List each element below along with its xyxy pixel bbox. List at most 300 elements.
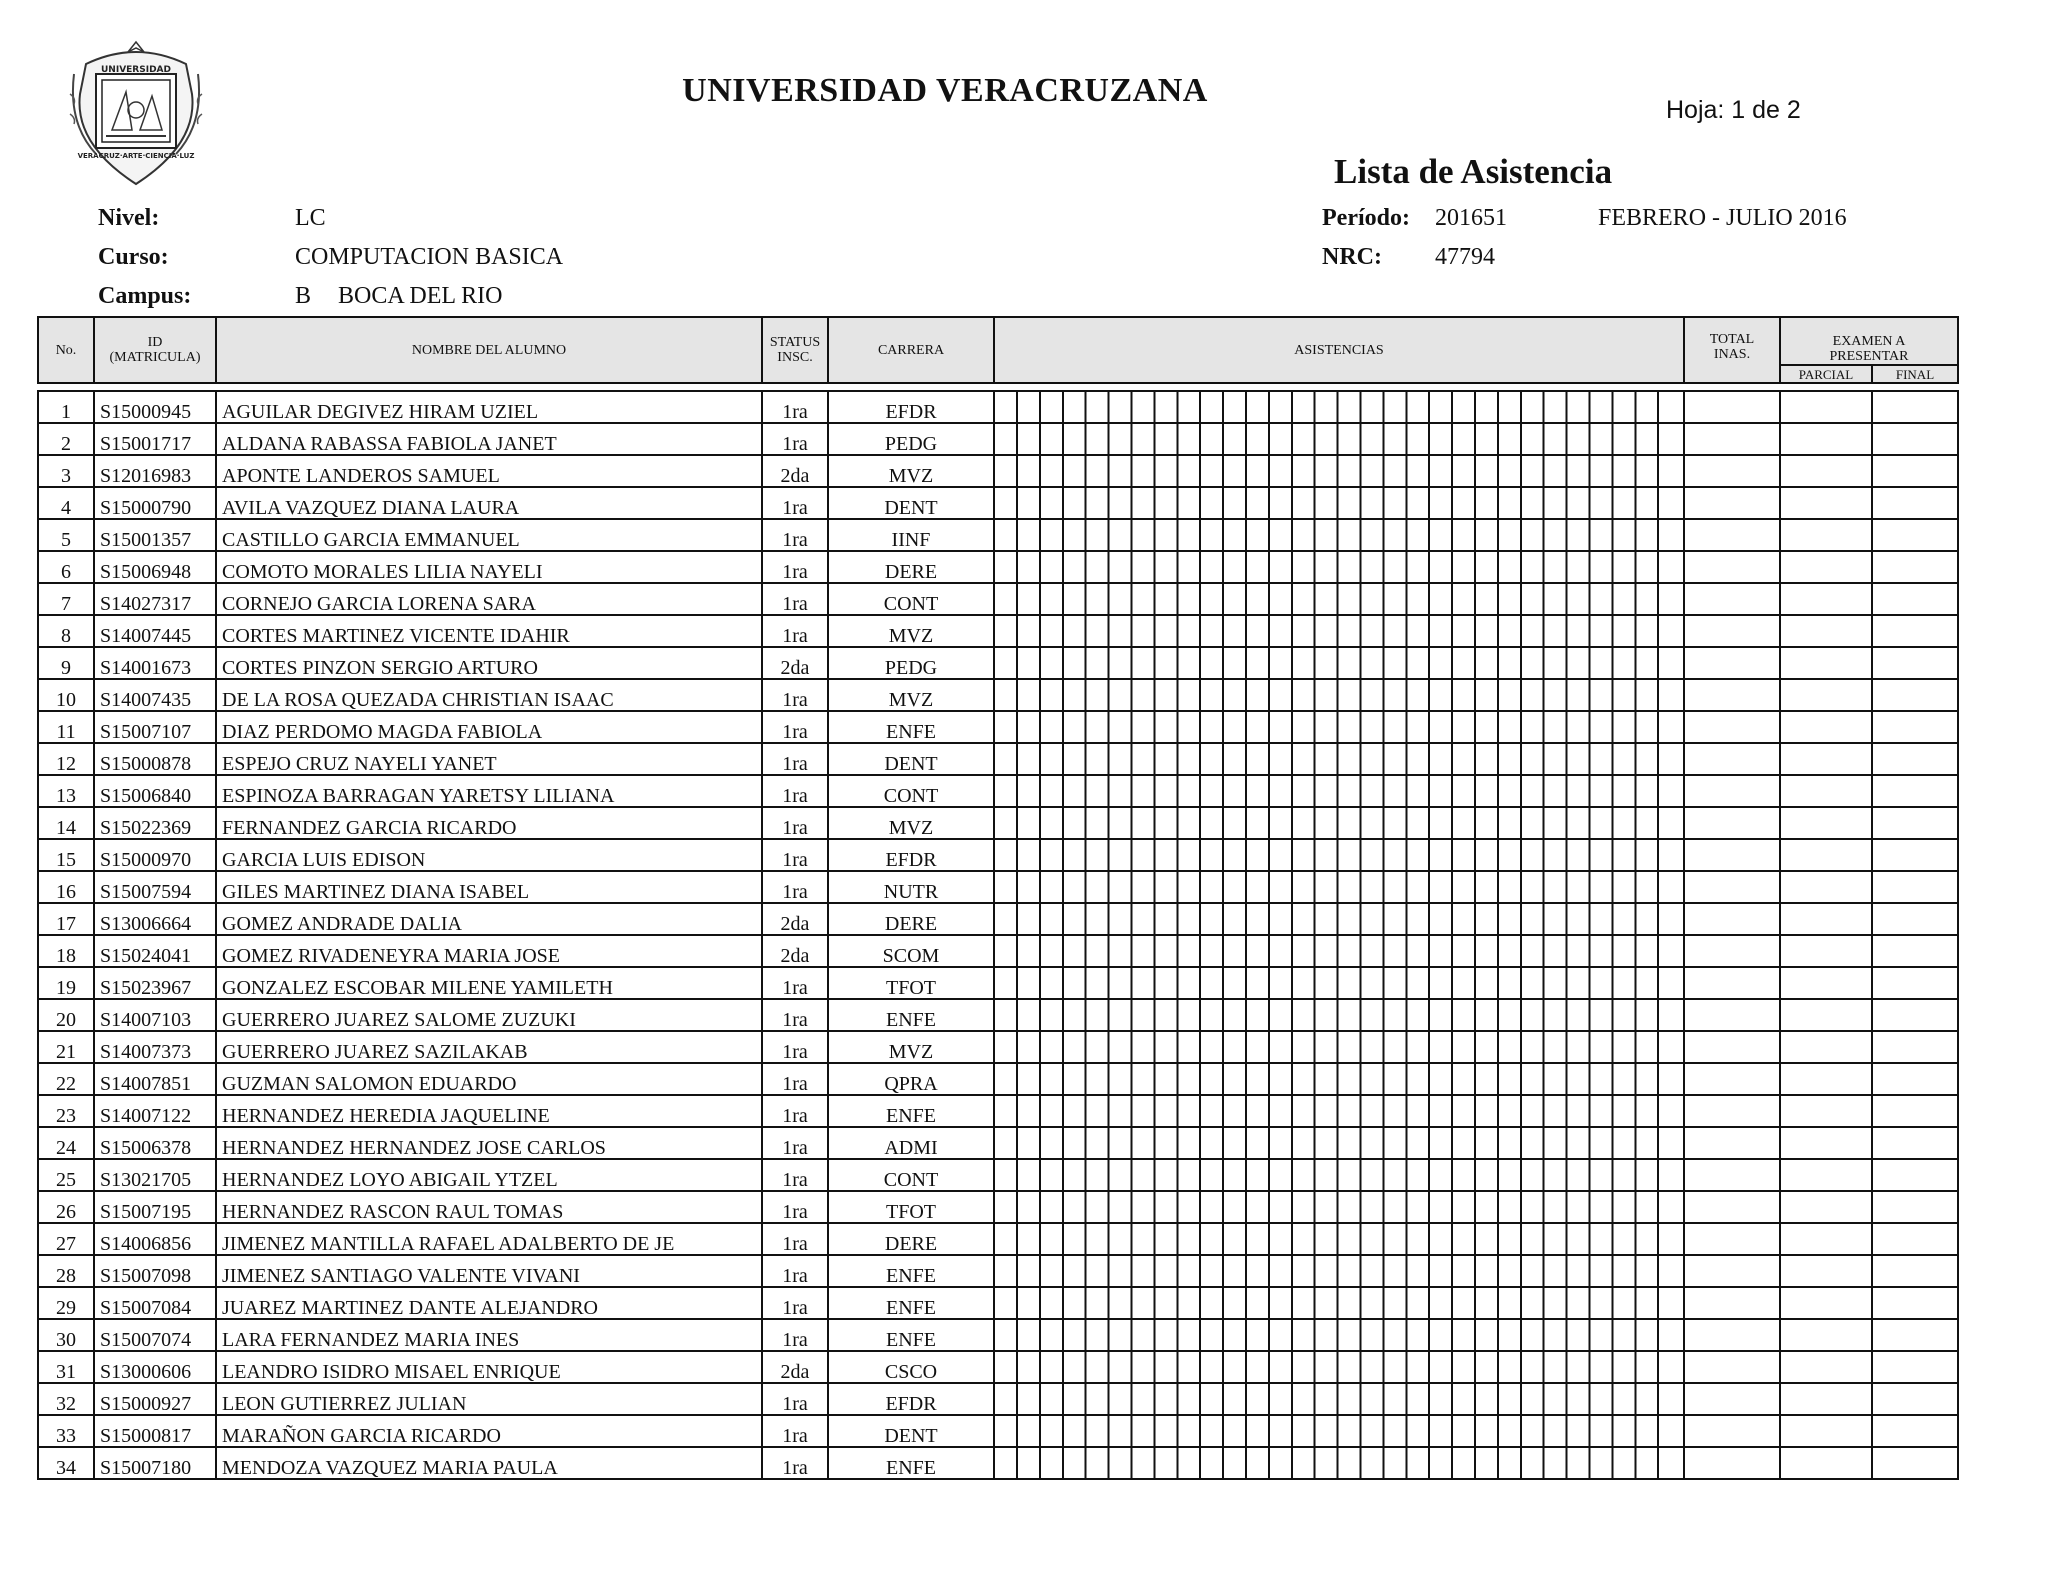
table-row (38, 487, 1958, 519)
student-status: 1ra (762, 711, 828, 743)
student-id: S15007107 (94, 711, 216, 743)
table-row (38, 1415, 1958, 1447)
student-name: LEON GUTIERREZ JULIAN (216, 1383, 762, 1415)
table-row (38, 743, 1958, 775)
student-carrera: DERE (828, 1223, 994, 1255)
student-status: 1ra (762, 1031, 828, 1063)
student-carrera: QPRA (828, 1063, 994, 1095)
final-exam (1872, 711, 1958, 743)
final-exam (1872, 871, 1958, 903)
student-number: 30 (38, 1319, 94, 1351)
parcial-exam (1780, 583, 1872, 615)
student-number: 5 (38, 519, 94, 551)
student-id: S14007373 (94, 1031, 216, 1063)
final-exam (1872, 583, 1958, 615)
student-number: 1 (38, 391, 94, 423)
student-number: 9 (38, 647, 94, 679)
total-inasistencias (1684, 743, 1780, 775)
table-row (38, 871, 1958, 903)
table-row (38, 1319, 1958, 1351)
student-number: 10 (38, 679, 94, 711)
attendance-grid (994, 839, 1684, 871)
table-row (38, 551, 1958, 583)
total-inasistencias (1684, 391, 1780, 423)
student-id: S13000606 (94, 1351, 216, 1383)
col-examen-header-line1: EXAMEN A (1832, 334, 1906, 349)
attendance-grid (994, 551, 1684, 583)
student-id: S14007851 (94, 1063, 216, 1095)
student-number: 3 (38, 455, 94, 487)
campus-code: B (295, 283, 312, 309)
parcial-exam (1780, 711, 1872, 743)
student-name: LARA FERNANDEZ MARIA INES (216, 1319, 762, 1351)
table-row (38, 679, 1958, 711)
parcial-exam (1780, 935, 1872, 967)
student-id: S14006856 (94, 1223, 216, 1255)
table-row (38, 455, 1958, 487)
total-inasistencias (1684, 935, 1780, 967)
final-exam (1872, 615, 1958, 647)
table-row (38, 807, 1958, 839)
attendance-grid (994, 455, 1684, 487)
student-name: ESPINOZA BARRAGAN YARETSY LILIANA (216, 775, 762, 807)
student-number: 24 (38, 1127, 94, 1159)
final-exam (1872, 1223, 1958, 1255)
student-id: S15007074 (94, 1319, 216, 1351)
table-row (38, 1383, 1958, 1415)
parcial-exam (1780, 1287, 1872, 1319)
student-name: GOMEZ RIVADENEYRA MARIA JOSE (216, 935, 762, 967)
student-carrera: ENFE (828, 1095, 994, 1127)
student-name: GUZMAN SALOMON EDUARDO (216, 1063, 762, 1095)
final-exam (1872, 679, 1958, 711)
parcial-exam (1780, 1223, 1872, 1255)
student-status: 1ra (762, 1255, 828, 1287)
student-carrera: ADMI (828, 1127, 994, 1159)
student-carrera: ENFE (828, 1287, 994, 1319)
attendance-grid (994, 935, 1684, 967)
student-status: 1ra (762, 487, 828, 519)
student-id: S15007195 (94, 1191, 216, 1223)
parcial-exam (1780, 743, 1872, 775)
attendance-grid (994, 1319, 1684, 1351)
student-status: 2da (762, 647, 828, 679)
table-row (38, 999, 1958, 1031)
student-number: 17 (38, 903, 94, 935)
university-name: UNIVERSIDAD VERACRUZANA (682, 72, 1208, 109)
student-carrera: ENFE (828, 711, 994, 743)
student-id: S15022369 (94, 807, 216, 839)
student-carrera: EFDR (828, 839, 994, 871)
student-id: S14007122 (94, 1095, 216, 1127)
parcial-exam (1780, 999, 1872, 1031)
student-carrera: NUTR (828, 871, 994, 903)
student-name: HERNANDEZ LOYO ABIGAIL YTZEL (216, 1159, 762, 1191)
student-status: 1ra (762, 1447, 828, 1479)
student-carrera: MVZ (828, 455, 994, 487)
student-status: 1ra (762, 999, 828, 1031)
student-name: JUAREZ MARTINEZ DANTE ALEJANDRO (216, 1287, 762, 1319)
col-id-header-line1: ID (147, 335, 163, 350)
student-number: 6 (38, 551, 94, 583)
parcial-exam (1780, 775, 1872, 807)
parcial-exam (1780, 487, 1872, 519)
attendance-grid (994, 583, 1684, 615)
total-inasistencias (1684, 487, 1780, 519)
final-exam (1872, 839, 1958, 871)
header-separator (38, 383, 1958, 391)
nrc-value: 47794 (1435, 244, 1495, 270)
student-id: S15024041 (94, 935, 216, 967)
student-status: 1ra (762, 1223, 828, 1255)
student-id: S15000970 (94, 839, 216, 871)
student-status: 2da (762, 1351, 828, 1383)
student-carrera: MVZ (828, 615, 994, 647)
student-status: 1ra (762, 1319, 828, 1351)
student-id: S15001717 (94, 423, 216, 455)
student-id: S15000945 (94, 391, 216, 423)
final-exam (1872, 903, 1958, 935)
col-status-header (762, 317, 828, 383)
student-status: 1ra (762, 1159, 828, 1191)
student-number: 7 (38, 583, 94, 615)
total-inasistencias (1684, 615, 1780, 647)
attendance-grid (994, 615, 1684, 647)
student-carrera: EFDR (828, 1383, 994, 1415)
final-exam (1872, 391, 1958, 423)
total-inasistencias (1684, 1351, 1780, 1383)
attendance-grid (994, 871, 1684, 903)
final-exam (1872, 519, 1958, 551)
student-id: S15000878 (94, 743, 216, 775)
attendance-grid (994, 999, 1684, 1031)
student-id: S13006664 (94, 903, 216, 935)
col-status-header-line1: STATUS (769, 335, 821, 350)
student-number: 23 (38, 1095, 94, 1127)
student-number: 34 (38, 1447, 94, 1479)
attendance-grid (994, 1447, 1684, 1479)
total-inasistencias (1684, 711, 1780, 743)
final-exam (1872, 1191, 1958, 1223)
final-exam (1872, 1063, 1958, 1095)
student-carrera: PEDG (828, 423, 994, 455)
table-row (38, 1095, 1958, 1127)
col-final-header: FINAL (1872, 365, 1958, 383)
student-status: 1ra (762, 551, 828, 583)
attendance-grid (994, 1287, 1684, 1319)
attendance-grid (994, 487, 1684, 519)
table-row (38, 519, 1958, 551)
periodo-value: 201651 (1435, 205, 1507, 231)
parcial-exam (1780, 903, 1872, 935)
student-id: S15007594 (94, 871, 216, 903)
document-title: Lista de Asistencia (1334, 152, 1613, 191)
student-number: 26 (38, 1191, 94, 1223)
student-id: S15006378 (94, 1127, 216, 1159)
final-exam (1872, 423, 1958, 455)
attendance-grid (994, 1255, 1684, 1287)
student-status: 2da (762, 935, 828, 967)
total-inasistencias (1684, 423, 1780, 455)
student-carrera: ENFE (828, 1319, 994, 1351)
student-name: GARCIA LUIS EDISON (216, 839, 762, 871)
student-status: 1ra (762, 391, 828, 423)
parcial-exam (1780, 1031, 1872, 1063)
parcial-exam (1780, 1319, 1872, 1351)
table-row (38, 839, 1958, 871)
final-exam (1872, 1095, 1958, 1127)
col-id-header (94, 317, 216, 383)
col-carrera-header: CARRERA (828, 317, 994, 383)
student-number: 12 (38, 743, 94, 775)
attendance-grid (994, 1031, 1684, 1063)
student-status: 1ra (762, 583, 828, 615)
final-exam (1872, 1415, 1958, 1447)
attendance-grid (994, 1127, 1684, 1159)
campus-name: BOCA DEL RIO (338, 283, 503, 309)
svg-text:VERACRUZ·ARTE·CIENCIA·LUZ: VERACRUZ·ARTE·CIENCIA·LUZ (77, 152, 195, 160)
student-number: 2 (38, 423, 94, 455)
col-examen-header (1780, 317, 1958, 365)
student-status: 1ra (762, 1095, 828, 1127)
total-inasistencias (1684, 839, 1780, 871)
total-inasistencias (1684, 1319, 1780, 1351)
parcial-exam (1780, 391, 1872, 423)
student-id: S15000927 (94, 1383, 216, 1415)
student-number: 18 (38, 935, 94, 967)
final-exam (1872, 775, 1958, 807)
col-examen-header-line2: PRESENTAR (1829, 349, 1909, 364)
col-total-header (1684, 317, 1780, 383)
attendance-grid (994, 775, 1684, 807)
col-nombre-header: NOMBRE DEL ALUMNO (216, 317, 762, 383)
university-seal-logo (66, 34, 206, 194)
table-row (38, 423, 1958, 455)
table-row (38, 1031, 1958, 1063)
student-name: GUERRERO JUAREZ SAZILAKAB (216, 1031, 762, 1063)
total-inasistencias (1684, 551, 1780, 583)
parcial-exam (1780, 1255, 1872, 1287)
student-carrera: ENFE (828, 1255, 994, 1287)
table-row (38, 903, 1958, 935)
student-number: 14 (38, 807, 94, 839)
student-status: 1ra (762, 839, 828, 871)
table-row (38, 1223, 1958, 1255)
col-asistencias-header: ASISTENCIAS (994, 317, 1684, 383)
student-name: AVILA VAZQUEZ DIANA LAURA (216, 487, 762, 519)
final-exam (1872, 1447, 1958, 1479)
parcial-exam (1780, 1095, 1872, 1127)
attendance-grid (994, 647, 1684, 679)
col-id-header-line2: (MATRICULA) (109, 350, 201, 365)
student-name: JIMENEZ MANTILLA RAFAEL ADALBERTO DE JE (216, 1223, 762, 1255)
student-name: ESPEJO CRUZ NAYELI YANET (216, 743, 762, 775)
attendance-grid (994, 1159, 1684, 1191)
student-name: COMOTO MORALES LILIA NAYELI (216, 551, 762, 583)
parcial-exam (1780, 967, 1872, 999)
final-exam (1872, 455, 1958, 487)
parcial-exam (1780, 551, 1872, 583)
total-inasistencias (1684, 1255, 1780, 1287)
attendance-grid (994, 711, 1684, 743)
student-id: S15007084 (94, 1287, 216, 1319)
student-carrera: DENT (828, 743, 994, 775)
final-exam (1872, 647, 1958, 679)
student-name: CASTILLO GARCIA EMMANUEL (216, 519, 762, 551)
table-row (38, 1159, 1958, 1191)
student-carrera: MVZ (828, 807, 994, 839)
student-status: 1ra (762, 1383, 828, 1415)
student-name: CORTES PINZON SERGIO ARTURO (216, 647, 762, 679)
periodo-description: FEBRERO - JULIO 2016 (1598, 205, 1847, 231)
student-name: ALDANA RABASSA FABIOLA JANET (216, 423, 762, 455)
attendance-rows (38, 383, 1958, 1479)
parcial-exam (1780, 1415, 1872, 1447)
student-name: HERNANDEZ RASCON RAUL TOMAS (216, 1191, 762, 1223)
student-name: HERNANDEZ HEREDIA JAQUELINE (216, 1095, 762, 1127)
student-carrera: MVZ (828, 1031, 994, 1063)
total-inasistencias (1684, 1447, 1780, 1479)
final-exam (1872, 1127, 1958, 1159)
student-status: 1ra (762, 775, 828, 807)
attendance-grid (994, 391, 1684, 423)
student-name: GILES MARTINEZ DIANA ISABEL (216, 871, 762, 903)
attendance-grid (994, 519, 1684, 551)
student-status: 1ra (762, 519, 828, 551)
total-inasistencias (1684, 1415, 1780, 1447)
parcial-exam (1780, 455, 1872, 487)
student-number: 33 (38, 1415, 94, 1447)
attendance-grid (994, 1383, 1684, 1415)
student-carrera: TFOT (828, 967, 994, 999)
attendance-grid (994, 1415, 1684, 1447)
student-number: 16 (38, 871, 94, 903)
student-carrera: DENT (828, 1415, 994, 1447)
final-exam (1872, 1031, 1958, 1063)
total-inasistencias (1684, 519, 1780, 551)
student-name: APONTE LANDEROS SAMUEL (216, 455, 762, 487)
student-id: S14007103 (94, 999, 216, 1031)
attendance-grid (994, 679, 1684, 711)
svg-text:UNIVERSIDAD: UNIVERSIDAD (101, 65, 171, 75)
student-status: 1ra (762, 679, 828, 711)
table-row (38, 615, 1958, 647)
final-exam (1872, 551, 1958, 583)
attendance-grid (994, 423, 1684, 455)
total-inasistencias (1684, 1031, 1780, 1063)
nrc-label: NRC: (1322, 244, 1382, 270)
final-exam (1872, 807, 1958, 839)
student-id: S15000790 (94, 487, 216, 519)
student-name: AGUILAR DEGIVEZ HIRAM UZIEL (216, 391, 762, 423)
student-carrera: CONT (828, 775, 994, 807)
student-status: 1ra (762, 807, 828, 839)
student-name: HERNANDEZ HERNANDEZ JOSE CARLOS (216, 1127, 762, 1159)
attendance-grid (994, 1191, 1684, 1223)
col-total-header-line1: TOTAL (1709, 332, 1755, 347)
table-row (38, 967, 1958, 999)
student-number: 20 (38, 999, 94, 1031)
table-row (38, 935, 1958, 967)
parcial-exam (1780, 423, 1872, 455)
curso-value: COMPUTACION BASICA (295, 244, 564, 270)
col-parcial-header: PARCIAL (1780, 365, 1872, 383)
student-status: 1ra (762, 423, 828, 455)
col-no-header: No. (38, 317, 94, 383)
total-inasistencias (1684, 583, 1780, 615)
attendance-table (37, 316, 1959, 1480)
student-id: S14027317 (94, 583, 216, 615)
student-number: 25 (38, 1159, 94, 1191)
table-row (38, 647, 1958, 679)
student-name: JIMENEZ SANTIAGO VALENTE VIVANI (216, 1255, 762, 1287)
table-row (38, 1287, 1958, 1319)
parcial-exam (1780, 1383, 1872, 1415)
student-id: S15007180 (94, 1447, 216, 1479)
student-id: S15000817 (94, 1415, 216, 1447)
parcial-exam (1780, 647, 1872, 679)
student-id: S13021705 (94, 1159, 216, 1191)
total-inasistencias (1684, 679, 1780, 711)
table-row (38, 1191, 1958, 1223)
student-status: 1ra (762, 1415, 828, 1447)
parcial-exam (1780, 839, 1872, 871)
student-number: 22 (38, 1063, 94, 1095)
attendance-grid (994, 1223, 1684, 1255)
student-id: S14007435 (94, 679, 216, 711)
total-inasistencias (1684, 455, 1780, 487)
attendance-grid (994, 1095, 1684, 1127)
total-inasistencias (1684, 999, 1780, 1031)
student-name: DE LA ROSA QUEZADA CHRISTIAN ISAAC (216, 679, 762, 711)
final-exam (1872, 967, 1958, 999)
attendance-grid (994, 967, 1684, 999)
col-total-header-line2: INAS. (1713, 347, 1751, 362)
parcial-exam (1780, 519, 1872, 551)
total-inasistencias (1684, 871, 1780, 903)
student-name: DIAZ PERDOMO MAGDA FABIOLA (216, 711, 762, 743)
final-exam (1872, 743, 1958, 775)
parcial-exam (1780, 1351, 1872, 1383)
campus-label: Campus: (98, 283, 192, 309)
parcial-exam (1780, 1127, 1872, 1159)
table-row (38, 775, 1958, 807)
student-status: 1ra (762, 871, 828, 903)
student-carrera: CONT (828, 583, 994, 615)
student-number: 32 (38, 1383, 94, 1415)
student-number: 11 (38, 711, 94, 743)
student-name: MARAÑON GARCIA RICARDO (216, 1415, 762, 1447)
student-name: LEANDRO ISIDRO MISAEL ENRIQUE (216, 1351, 762, 1383)
student-carrera: DERE (828, 551, 994, 583)
table-row (38, 583, 1958, 615)
student-name: GOMEZ ANDRADE DALIA (216, 903, 762, 935)
student-id: S15023967 (94, 967, 216, 999)
attendance-grid (994, 743, 1684, 775)
col-status-header-line2: INSC. (777, 350, 813, 365)
parcial-exam (1780, 679, 1872, 711)
final-exam (1872, 1383, 1958, 1415)
table-row (38, 1351, 1958, 1383)
student-status: 1ra (762, 1287, 828, 1319)
total-inasistencias (1684, 903, 1780, 935)
parcial-exam (1780, 1159, 1872, 1191)
student-number: 4 (38, 487, 94, 519)
total-inasistencias (1684, 1127, 1780, 1159)
attendance-grid (994, 903, 1684, 935)
student-carrera: DERE (828, 903, 994, 935)
parcial-exam (1780, 871, 1872, 903)
